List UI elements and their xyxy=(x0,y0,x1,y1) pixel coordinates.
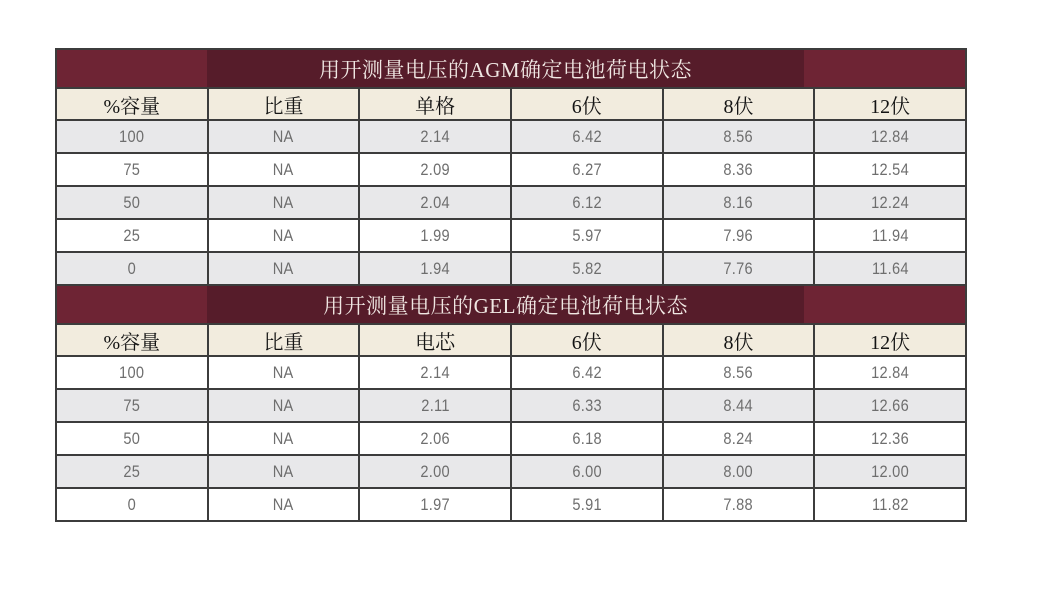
gel-table-cell xyxy=(56,356,208,389)
cell-value: 8.24 xyxy=(723,428,754,448)
cell-value: 0 xyxy=(127,258,137,278)
gel-table-title: 用开测量电压的GEL确定电池荷电状态 xyxy=(323,293,688,318)
agm-table-cell xyxy=(56,252,208,285)
cell-value: 2.14 xyxy=(420,362,450,382)
cell-value: 8.44 xyxy=(723,395,754,415)
cell-value: 2.14 xyxy=(420,126,450,146)
agm-table-cell xyxy=(359,153,511,186)
agm-table-cell xyxy=(511,153,663,186)
cell-value: NA xyxy=(273,159,294,179)
cell-value: 12.24 xyxy=(871,192,910,212)
cell-value: 12.66 xyxy=(871,395,910,415)
gel-table-cell xyxy=(56,389,208,422)
cell-value: 0 xyxy=(127,494,137,514)
gel-table-cell xyxy=(359,389,511,422)
gel-table-cell xyxy=(359,422,511,455)
gel-table-cell xyxy=(208,389,360,422)
agm-column-header: %容量 xyxy=(56,88,208,120)
cell-value: NA xyxy=(273,395,294,415)
agm-table-cell xyxy=(663,120,815,153)
cell-value: 1.94 xyxy=(420,258,450,278)
agm-table-cell xyxy=(208,120,360,153)
gel-table-cell xyxy=(56,455,208,488)
cell-value: 5.91 xyxy=(572,494,602,514)
agm-table-cell xyxy=(511,219,663,252)
gel-table-cell xyxy=(511,356,663,389)
cell-value: 8.36 xyxy=(723,159,754,179)
cell-value: 6.27 xyxy=(572,159,602,179)
gel-table-cell xyxy=(511,389,663,422)
cell-value: 6.12 xyxy=(572,192,602,212)
gel-column-header: %容量 xyxy=(56,324,208,356)
agm-column-header: 12伏 xyxy=(814,88,966,120)
agm-table-cell xyxy=(814,153,966,186)
battery-soc-tables xyxy=(55,48,967,522)
gel-table-cell xyxy=(359,488,511,521)
gel-table-row xyxy=(56,356,966,389)
cell-value: 7.88 xyxy=(723,494,754,514)
cell-value: 12.84 xyxy=(871,126,910,146)
agm-table-row xyxy=(56,120,966,153)
cell-value: 2.09 xyxy=(420,159,450,179)
agm-title-row xyxy=(56,49,966,88)
agm-table-cell xyxy=(663,186,815,219)
agm-column-header: 单格 xyxy=(359,88,511,120)
cell-value: 50 xyxy=(123,192,141,212)
cell-value: NA xyxy=(273,362,294,382)
cell-value: NA xyxy=(273,192,294,212)
agm-table-cell xyxy=(56,120,208,153)
cell-value: 1.97 xyxy=(420,494,450,514)
gel-table-cell xyxy=(663,488,815,521)
gel-column-header: 6伏 xyxy=(511,324,663,356)
agm-column-header: 8伏 xyxy=(663,88,815,120)
agm-column-header: 6伏 xyxy=(511,88,663,120)
agm-table-cell xyxy=(56,219,208,252)
gel-table-cell xyxy=(814,356,966,389)
agm-table-title: 用开测量电压的AGM确定电池荷电状态 xyxy=(319,57,693,82)
gel-table-row xyxy=(56,422,966,455)
cell-value: 12.84 xyxy=(871,362,910,382)
agm-table-cell xyxy=(814,252,966,285)
gel-table-cell xyxy=(814,488,966,521)
cell-value: NA xyxy=(273,461,294,481)
cell-value: 75 xyxy=(123,395,141,415)
agm-table-cell xyxy=(663,252,815,285)
cell-value: 2.04 xyxy=(420,192,450,212)
cell-value: 11.82 xyxy=(871,494,909,514)
agm-column-header: 比重 xyxy=(208,88,360,120)
gel-title-row xyxy=(56,285,966,324)
gel-table-cell xyxy=(814,422,966,455)
agm-header-row xyxy=(56,88,966,120)
cell-value: NA xyxy=(273,225,294,245)
gel-title-cell xyxy=(56,285,966,324)
gel-table-cell xyxy=(56,488,208,521)
agm-table-cell xyxy=(814,186,966,219)
cell-value: 5.82 xyxy=(572,258,602,278)
gel-table-cell xyxy=(511,455,663,488)
gel-title-highlight xyxy=(207,286,804,323)
cell-value: 25 xyxy=(123,461,141,481)
gel-table-cell xyxy=(511,488,663,521)
agm-table-cell xyxy=(511,252,663,285)
gel-table-cell xyxy=(663,356,815,389)
cell-value: 2.00 xyxy=(420,461,450,481)
gel-column-header: 12伏 xyxy=(814,324,966,356)
gel-table-cell xyxy=(663,422,815,455)
cell-value: 6.33 xyxy=(572,395,602,415)
cell-value: 2.06 xyxy=(420,428,450,448)
cell-value: 6.42 xyxy=(572,362,602,382)
agm-table-cell xyxy=(56,186,208,219)
cell-value: 25 xyxy=(123,225,141,245)
gel-table-row xyxy=(56,389,966,422)
agm-table-row xyxy=(56,153,966,186)
gel-table-cell xyxy=(359,455,511,488)
agm-table-cell xyxy=(359,120,511,153)
gel-table-cell xyxy=(663,389,815,422)
cell-value: 50 xyxy=(123,428,141,448)
cell-value: 2.11 xyxy=(420,395,450,415)
cell-value: 8.56 xyxy=(723,362,754,382)
gel-table-cell xyxy=(511,422,663,455)
gel-table-cell xyxy=(814,455,966,488)
soc-table xyxy=(55,48,967,522)
agm-table-row xyxy=(56,186,966,219)
cell-value: 12.00 xyxy=(871,461,910,481)
gel-column-header: 电芯 xyxy=(359,324,511,356)
gel-table-cell xyxy=(814,389,966,422)
cell-value: 7.96 xyxy=(723,225,754,245)
gel-table-cell xyxy=(208,422,360,455)
cell-value: 11.94 xyxy=(871,225,909,245)
cell-value: 6.42 xyxy=(572,126,602,146)
agm-table-cell xyxy=(56,153,208,186)
agm-table-cell xyxy=(359,219,511,252)
soc-table-body xyxy=(56,49,966,521)
gel-table-cell xyxy=(663,455,815,488)
gel-table-cell xyxy=(208,455,360,488)
cell-value: 1.99 xyxy=(420,225,450,245)
agm-table-cell xyxy=(663,153,815,186)
agm-table-cell xyxy=(814,120,966,153)
gel-table-cell xyxy=(208,356,360,389)
agm-table-cell xyxy=(814,219,966,252)
agm-table-cell xyxy=(511,120,663,153)
cell-value: 75 xyxy=(123,159,141,179)
agm-table-row xyxy=(56,219,966,252)
cell-value: NA xyxy=(273,126,294,146)
cell-value: 12.54 xyxy=(871,159,910,179)
gel-table-cell xyxy=(208,488,360,521)
cell-value: 100 xyxy=(119,126,145,146)
agm-table-cell xyxy=(208,252,360,285)
agm-table-cell xyxy=(208,153,360,186)
cell-value: 7.76 xyxy=(723,258,754,278)
agm-table-cell xyxy=(208,186,360,219)
agm-table-cell xyxy=(359,186,511,219)
agm-title-highlight xyxy=(207,50,804,87)
cell-value: 8.16 xyxy=(723,192,754,212)
agm-table-cell xyxy=(663,219,815,252)
gel-column-header: 8伏 xyxy=(663,324,815,356)
cell-value: 6.18 xyxy=(572,428,602,448)
cell-value: 100 xyxy=(119,362,145,382)
gel-column-header: 比重 xyxy=(208,324,360,356)
gel-table-row xyxy=(56,455,966,488)
cell-value: NA xyxy=(273,428,294,448)
cell-value: 6.00 xyxy=(572,461,602,481)
cell-value: 5.97 xyxy=(572,225,602,245)
agm-table-cell xyxy=(359,252,511,285)
agm-table-cell xyxy=(208,219,360,252)
agm-title-cell xyxy=(56,49,966,88)
gel-table-cell xyxy=(359,356,511,389)
gel-table-row xyxy=(56,488,966,521)
gel-header-row xyxy=(56,324,966,356)
cell-value: NA xyxy=(273,494,294,514)
cell-value: 8.56 xyxy=(723,126,754,146)
gel-table-cell xyxy=(56,422,208,455)
cell-value: NA xyxy=(273,258,294,278)
cell-value: 11.64 xyxy=(871,258,909,278)
cell-value: 12.36 xyxy=(871,428,910,448)
agm-table-cell xyxy=(511,186,663,219)
cell-value: 8.00 xyxy=(723,461,754,481)
agm-table-row xyxy=(56,252,966,285)
